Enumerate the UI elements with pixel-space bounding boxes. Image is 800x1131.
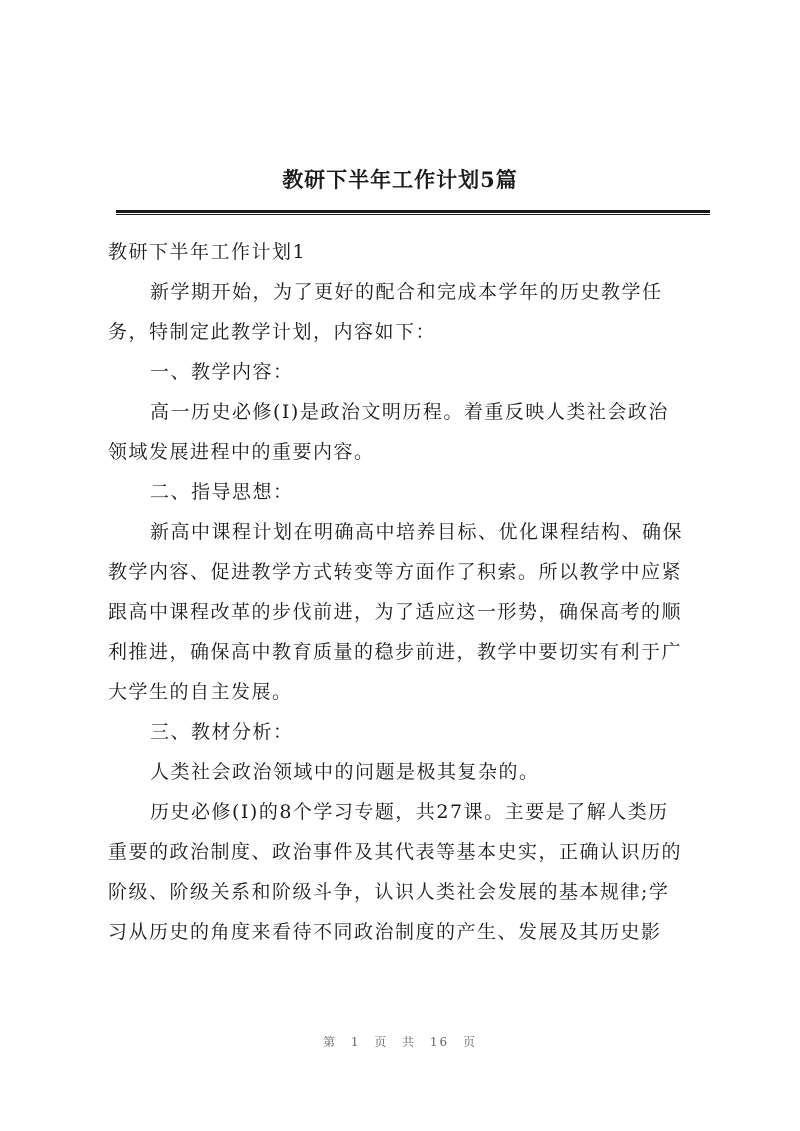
document-body (108, 232, 708, 952)
paragraph-line: 教学内容、促进教学方式转变等方面作了积索。所以教学中应紧 (108, 561, 683, 583)
page-footer: 第 1 页 共 16 页 (323, 1035, 477, 1049)
page-title: 教研下半年工作计划5篇 (282, 167, 518, 192)
paragraph-line: 新高中课程计划在明确高中培养目标、优化课程结构、确保 (150, 521, 684, 543)
subheading: 二、指导思想： (150, 481, 294, 503)
paragraph-line: 利推进，确保高中教育质量的稳步前进，教学中要切实有利于广 (108, 641, 683, 663)
paragraph-line: 新学期开始，为了更好的配合和完成本学年的历史教学任 (150, 281, 663, 303)
paragraph-line: 大学生的自主发展。 (108, 681, 293, 703)
title-divider (116, 210, 710, 215)
paragraph-line: 历史必修(I)的8个学习专题，共27课。主要是了解人类历 (150, 801, 669, 823)
paragraph-line: 务，特制定此教学计划，内容如下： (108, 321, 437, 343)
paragraph-line: 习从历史的角度来看待不同政治制度的产生、发展及其历史影 (108, 921, 662, 943)
paragraph-line: 重要的政治制度、政治事件及其代表等基本史实，正确认识历的 (108, 841, 683, 863)
paragraph-line: 高一历史必修(I)是政治文明历程。着重反映人类社会政治 (150, 401, 669, 423)
section-heading: 教研下半年工作计划1 (108, 241, 307, 263)
paragraph-line: 领域发展进程中的重要内容。 (108, 441, 375, 463)
paragraph-line: 人类社会政治领域中的问题是极其复杂的。 (150, 761, 540, 783)
subheading: 三、教材分析： (150, 721, 294, 743)
paragraph-line: 阶级、阶级关系和阶级斗争，认识人类社会发展的基本规律;学 (108, 881, 670, 903)
paragraph-line: 跟高中课程改革的步伐前进，为了适应这一形势，确保高考的顺 (108, 601, 683, 623)
subheading: 一、教学内容： (150, 361, 294, 383)
